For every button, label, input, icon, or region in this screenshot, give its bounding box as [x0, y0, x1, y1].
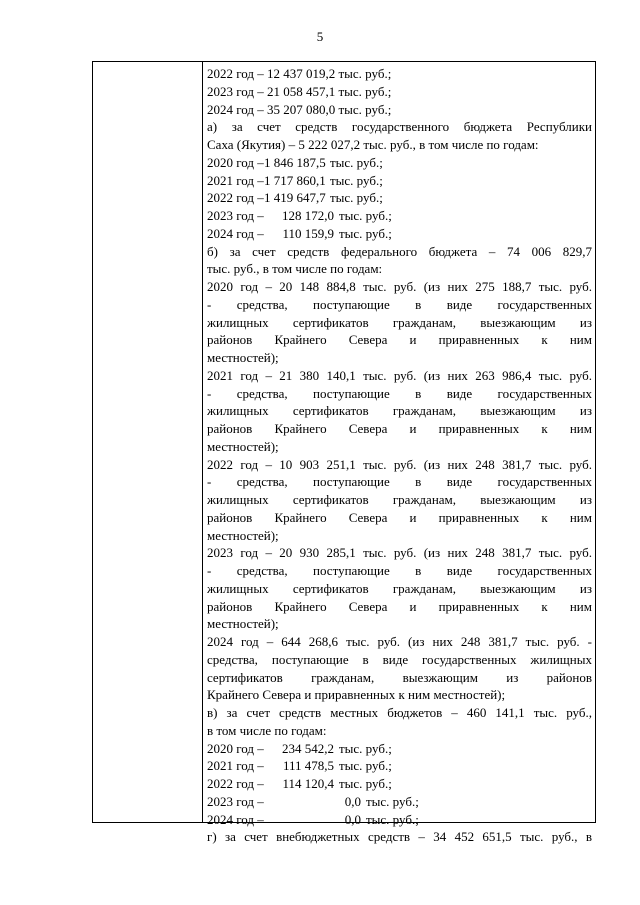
section-d-heading: г) за счет внебюджетных средств – 34 452 651,5 тыс. руб., в — [207, 829, 592, 845]
year-row — [207, 775, 592, 793]
text-line: жилищных сертификатов гражданам, выезжающим из — [207, 403, 592, 419]
year-value: 0,0 — [344, 793, 361, 809]
year-unit: тыс. руб.; — [330, 172, 383, 188]
text-line: 2023 год – 21 058 457,1 тыс. руб.; — [207, 83, 392, 99]
year-label: 2022 год – — [207, 776, 264, 791]
text-line: районов Крайнего Севера и приравненных к ним — [207, 332, 592, 348]
year-label: 2024 год – — [207, 811, 264, 827]
text-line: местностей); — [207, 616, 279, 632]
text-line: Крайнего Севера и приравненных к ним местностей); — [207, 687, 506, 703]
text-line: 2024 год – 644 268,6 тыс. руб. (из них 248 381,7 тыс. руб. - — [207, 634, 592, 649]
text-line: сертификатов гражданам, выезжающим из районов — [207, 669, 592, 685]
year-unit: тыс. руб.; — [330, 154, 383, 170]
section-a-heading: Саха (Якутия) – 5 222 027,2 тыс. руб., в том числе по годам: — [207, 137, 539, 152]
year-value: 110 159,9 — [282, 225, 334, 241]
table-left-cell — [93, 62, 203, 822]
year-unit: тыс. руб.; — [339, 758, 392, 774]
year-value: 1 846 187,5 — [264, 154, 326, 170]
year-value: 111 478,5 — [282, 758, 334, 774]
year-value: 114 120,4 — [282, 776, 334, 791]
text-line: 2024 год – 35 207 080,0 тыс. руб.; — [207, 101, 392, 117]
year-value: 1 419 647,7 — [264, 190, 326, 206]
year-label: 2023 год – — [207, 208, 264, 223]
section-c-heading: в том числе по годам: — [207, 722, 327, 738]
year-row — [207, 740, 592, 758]
section-b-heading: тыс. руб., в том числе по годам: — [207, 261, 383, 277]
year-unit: тыс. руб.; — [330, 190, 383, 206]
text-line: 2023 год – 20 930 285,1 тыс. руб. (из них 248 381,7 тыс. руб. — [207, 545, 592, 561]
text-line: местностей); — [207, 350, 279, 365]
year-row — [207, 172, 592, 190]
year-row — [207, 154, 592, 172]
text-line: районов Крайнего Севера и приравненных к ним — [207, 421, 592, 436]
year-label: 2024 год – — [207, 225, 264, 241]
year-value: 1 717 860,1 — [264, 172, 326, 188]
text-line: - средства, поступающие в виде государственных — [207, 474, 592, 490]
year-label: 2023 год – — [207, 793, 264, 809]
text-line: жилищных сертификатов гражданам, выезжающим из — [207, 314, 592, 330]
year-label: 2020 год – — [207, 154, 264, 170]
section-c-heading: в) за счет средств местных бюджетов – 460 141,1 тыс. руб., — [207, 705, 592, 720]
year-unit: тыс. руб.; — [366, 811, 419, 827]
year-unit: тыс. руб.; — [339, 776, 392, 791]
text-line: местностей); — [207, 527, 279, 543]
section-a-heading: а) за счет средств государственного бюджета Республики — [207, 119, 592, 135]
year-label: 2020 год – — [207, 740, 264, 756]
page-number: 5 — [316, 29, 324, 44]
year-unit: тыс. руб.; — [366, 793, 419, 809]
year-row — [207, 793, 592, 811]
year-label: 2022 год – — [207, 190, 264, 206]
text-line: 2020 год – 20 148 884,8 тыс. руб. (из них 275 188,7 тыс. руб. — [207, 279, 592, 294]
year-row — [207, 207, 592, 225]
text-line: - средства, поступающие в виде государственных — [207, 296, 592, 312]
year-value: 128 172,0 — [282, 208, 334, 223]
year-row — [207, 225, 592, 243]
text-line: 2021 год – 21 380 140,1 тыс. руб. (из них 263 986,4 тыс. руб. — [207, 367, 592, 383]
year-unit: тыс. руб.; — [339, 208, 392, 223]
year-row — [207, 757, 592, 775]
text-line: - средства, поступающие в виде государственных — [207, 385, 592, 401]
text-line: 2022 год – 10 903 251,1 тыс. руб. (из них 248 381,7 тыс. руб. — [207, 456, 592, 472]
text-line: местностей); — [207, 438, 279, 454]
text-line: - средства, поступающие в виде государственных — [207, 563, 592, 578]
section-b-heading: б) за счет средств федерального бюджета – 74 006 829,7 — [207, 243, 592, 259]
text-line: жилищных сертификатов гражданам, выезжающим из — [207, 580, 592, 596]
text-line: средства, поступающие в виде государственных жилищных — [207, 651, 592, 667]
year-value: 234 542,2 — [282, 740, 334, 756]
year-unit: тыс. руб.; — [339, 740, 392, 756]
text-line: 2022 год – 12 437 019,2 тыс. руб.; — [207, 66, 392, 81]
year-value: 0,0 — [344, 811, 361, 827]
table-right-cell — [207, 65, 592, 846]
text-line: районов Крайнего Севера и приравненных к ним — [207, 509, 592, 525]
year-unit: тыс. руб.; — [339, 225, 392, 241]
document-table — [92, 61, 596, 845]
year-row — [207, 811, 592, 829]
year-row — [207, 189, 592, 207]
text-line: жилищных сертификатов гражданам, выезжающим из — [207, 492, 592, 507]
year-label: 2021 год – — [207, 758, 264, 774]
year-label: 2021 год – — [207, 172, 264, 188]
text-line: районов Крайнего Севера и приравненных к ним — [207, 598, 592, 614]
